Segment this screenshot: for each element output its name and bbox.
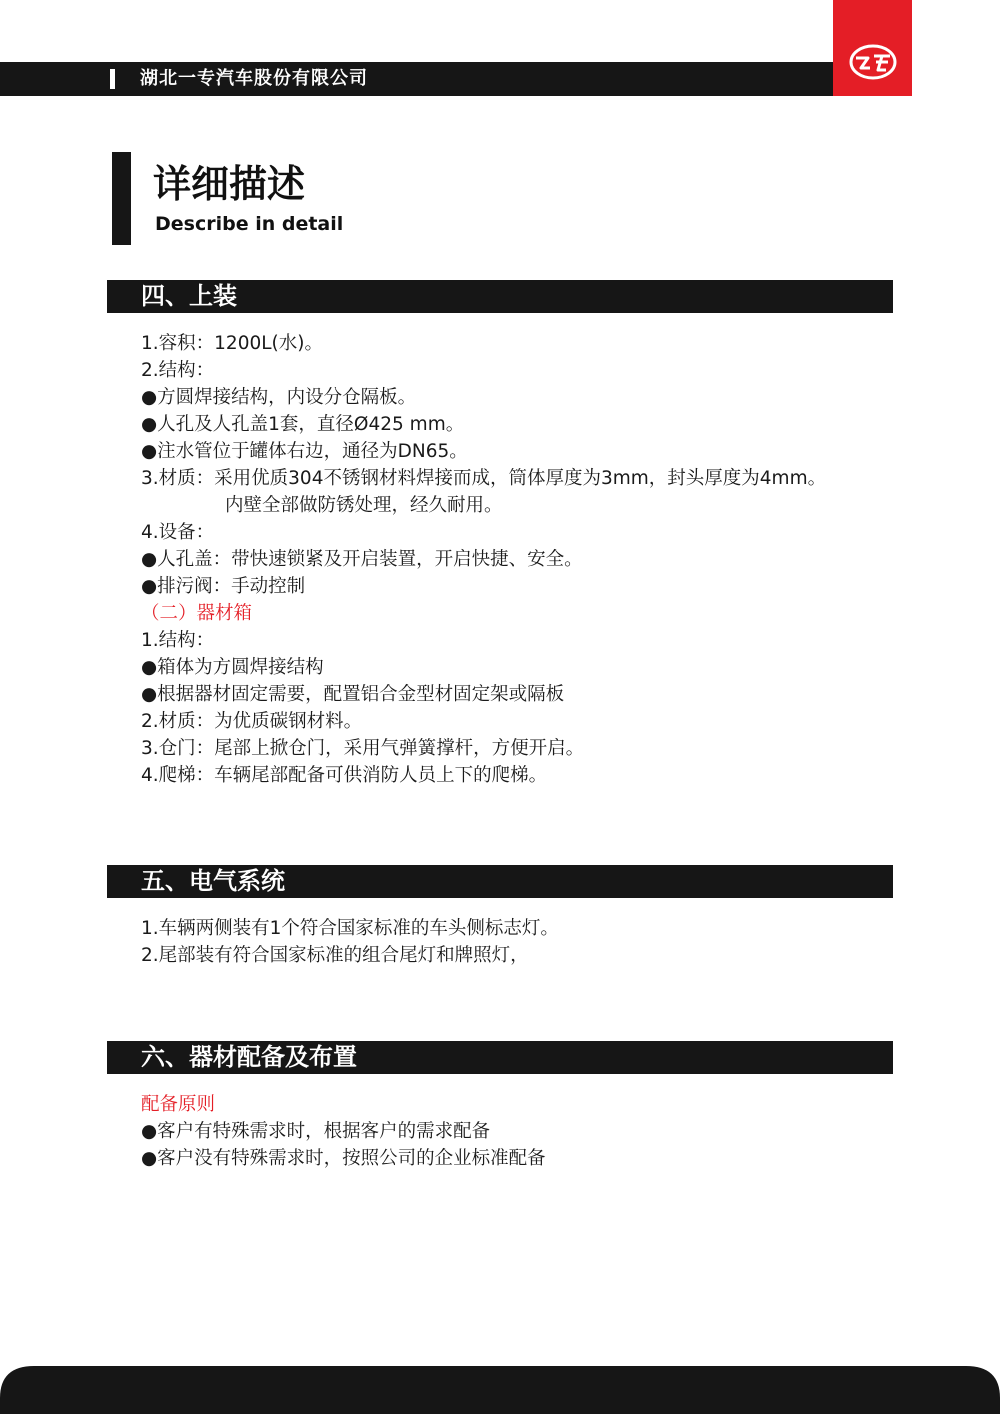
text-line: 4.设备：	[141, 522, 215, 543]
company-logo-icon	[848, 43, 898, 81]
text-line: 1.车辆两侧装有1个符合国家标准的车头侧标志灯。	[141, 918, 559, 939]
text-line: 2.尾部装有符合国家标准的组合尾灯和牌照灯，	[141, 945, 529, 966]
text-line: 2.材质：为优质碳钢材料。	[141, 711, 363, 732]
bullet-line: ●根据器材固定需要，配置铝合金型材固定架或隔板	[141, 684, 565, 705]
text-line: 2.结构：	[141, 360, 215, 381]
text-line: 1.结构：	[141, 630, 215, 651]
text-line: 内壁全部做防锈处理，经久耐用。	[225, 495, 503, 516]
bullet-line: ●客户有特殊需求时，根据客户的需求配备	[141, 1121, 491, 1142]
page-subtitle: Describe in detail	[155, 213, 344, 235]
text-line: 1.容积：1200L(水)。	[141, 333, 323, 354]
bullet-line: ●方圆焊接结构，内设分仓隔板。	[141, 387, 417, 408]
logo-box	[833, 0, 912, 96]
bullet-line: ●客户没有特殊需求时，按照公司的企业标准配备	[141, 1148, 546, 1169]
section-body	[141, 915, 921, 969]
section-heading: 四、上装	[141, 282, 237, 310]
section-body	[141, 1091, 921, 1172]
bullet-line: ●排污阀：手动控制	[141, 576, 306, 597]
text-line: 3.材质：采用优质304不锈钢材料焊接而成，筒体厚度为3mm，封头厚度为4mm。	[141, 468, 827, 489]
section-heading-bar	[107, 865, 893, 898]
footer-band	[0, 1364, 1000, 1414]
section-heading-bar	[107, 1041, 893, 1074]
text-line: 3.仓门：尾部上掀仓门，采用气弹簧撑杆，方便开启。	[141, 738, 585, 759]
section-heading: 五、电气系统	[141, 867, 285, 895]
subsection-heading: （二）器材箱	[141, 603, 253, 624]
section-heading-bar	[107, 280, 893, 313]
bullet-line: ●注水管位于罐体右边，通径为DN65。	[141, 441, 468, 462]
section-heading: 六、器材配备及布置	[141, 1043, 357, 1071]
header-marker	[110, 69, 115, 89]
section-body	[141, 330, 921, 789]
text-line: 4.爬梯：车辆尾部配备可供消防人员上下的爬梯。	[141, 765, 548, 786]
bullet-line: ●人孔盖：带快速锁紧及开启装置，开启快捷、安全。	[141, 549, 583, 570]
company-name: 湖北一专汽车股份有限公司	[140, 68, 368, 89]
subsection-heading: 配备原则	[141, 1094, 216, 1115]
bullet-line: ●箱体为方圆焊接结构	[141, 657, 324, 678]
bullet-line: ●人孔及人孔盖1套，直径Ø425 mm。	[141, 414, 465, 435]
page-title: 详细描述	[153, 162, 306, 206]
title-accent-bar	[112, 152, 131, 245]
header-bar	[0, 62, 833, 96]
